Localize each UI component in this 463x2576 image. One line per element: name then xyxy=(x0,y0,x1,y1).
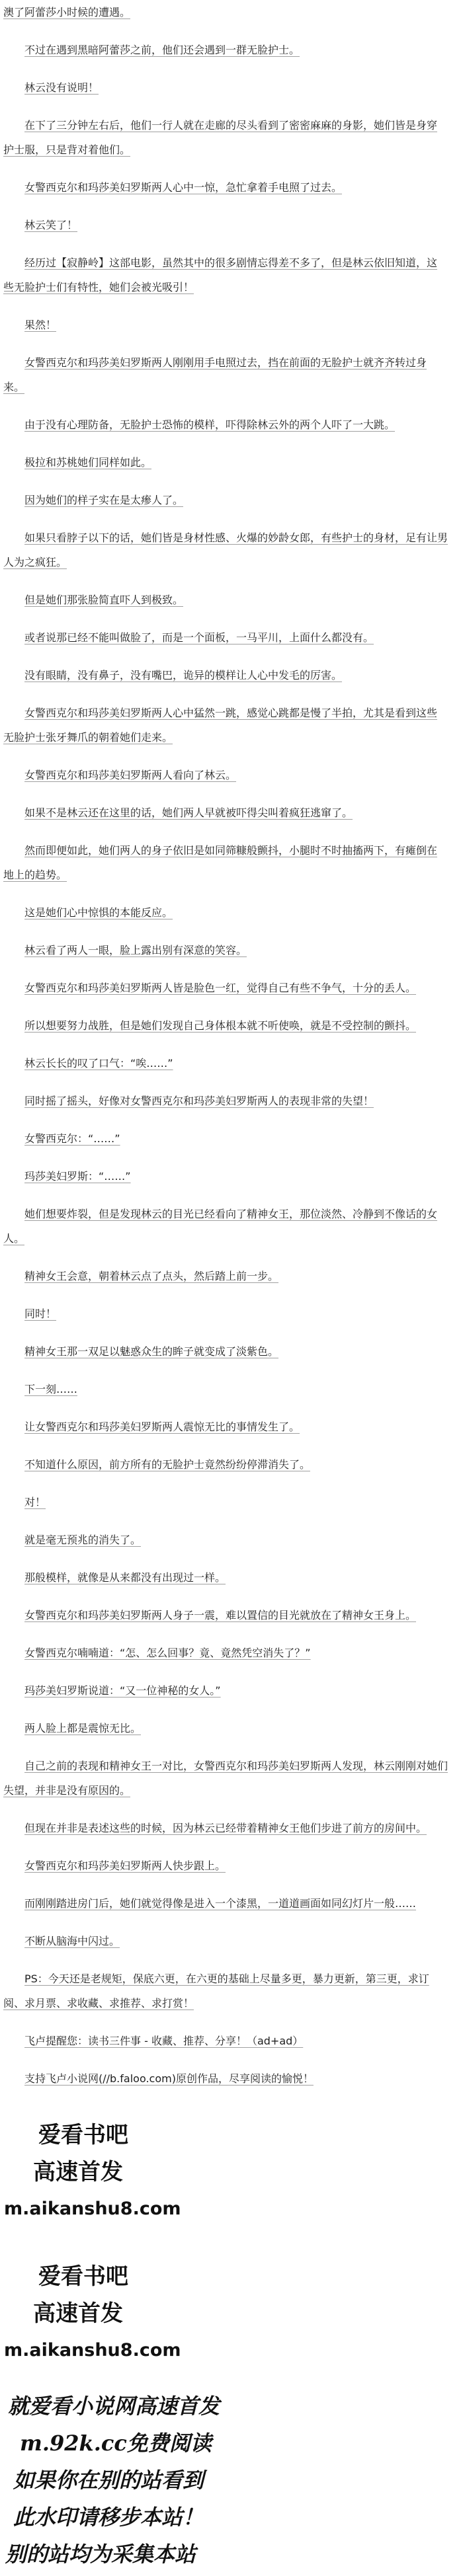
paragraph-line: 因为她们的样子实在是太瘆人了。 xyxy=(24,494,184,506)
paragraph-line: 林云看了两人一眼，脸上露出别有深意的笑容。 xyxy=(24,944,247,956)
paragraph-line: 果然！ xyxy=(24,319,57,331)
paragraph-line: 极拉和苏桃她们同样如此。 xyxy=(24,456,152,469)
watermark-line: 此水印请移步本站！ xyxy=(13,2505,204,2530)
paragraph-line: 让女警西克尔和玛莎美妇罗斯两人震惊无比的事情发生了。 xyxy=(24,1421,300,1433)
paragraph-line: 没有眼睛，没有鼻子，没有嘴巴，诡异的模样让人心中发毛的厉害。 xyxy=(24,669,343,682)
paragraph-line: 女警西克尔和玛莎美妇罗斯两人心中猛然一跳，感觉心跳都是慢了半拍，尤其是看到这些 xyxy=(24,707,438,719)
paragraph xyxy=(3,1891,460,1916)
paragraph xyxy=(3,38,460,62)
paragraph xyxy=(3,1051,460,1075)
paragraph xyxy=(3,1716,460,1740)
paragraph-line: 经历过【寂静岭】这部电影，虽然其中的很多剧情忘得差不多了，但是林云依旧知道，这 xyxy=(24,256,438,269)
paragraph xyxy=(3,588,460,612)
paragraph xyxy=(3,1641,460,1665)
paragraph-line: 澳了阿蕾莎小时候的遭遇。 xyxy=(3,6,131,19)
paragraph-line: 自己之前的表现和精神女王一对比，女警西克尔和玛莎美妇罗斯两人发现，林云刚刚对她们 xyxy=(24,1760,448,1772)
paragraph-line: 就是毫无预兆的消失了。 xyxy=(24,1534,142,1546)
paragraph-line: 两人脸上都是震惊无比。 xyxy=(24,1722,142,1735)
site-support-note xyxy=(3,2066,460,2091)
paragraph-line: 不断从脑海中闪过。 xyxy=(24,1935,120,1947)
paragraph-line: 林云长长的叹了口气：“唉……” xyxy=(24,1057,173,1070)
paragraph xyxy=(3,1678,460,1703)
paragraph xyxy=(3,838,460,887)
watermark-line: m.92k.cc免费阅读 xyxy=(20,2431,212,2456)
paragraph-line: 但现在并非是表述这些的时候，因为林云已经带着精神女王他们步进了前方的房间中。 xyxy=(24,1822,427,1834)
paragraph-line: 飞卢提醒您：读书三件事 - 收藏、推荐、分享！（ad+ad） xyxy=(24,2035,304,2047)
paragraph-line: 那般模样，就像是从来都没有出现过一样。 xyxy=(24,1571,226,1584)
paragraph-line: 不过在遇到黑暗阿蕾莎之前，他们还会遇到一群无脸护士。 xyxy=(24,44,300,56)
watermark-tagline: 高速首发 xyxy=(33,2300,123,2327)
watermark-line: 别的站均为采集本站 xyxy=(5,2542,196,2567)
paragraph-line: 无脸护士张牙舞爪的朝着她们走来。 xyxy=(3,731,173,744)
paragraph-line: 女警西克尔和玛莎美妇罗斯两人皆是脸色一红，觉得自己有些不争气，十分的丢人。 xyxy=(24,982,417,994)
paragraph xyxy=(3,1377,460,1401)
paragraph-line: 不知道什么原因，前方所有的无脸护士竟然纷纷停滞消失了。 xyxy=(24,1458,311,1471)
paragraph-line: 所以想要努力战胜，但是她们发现自己身体根本就不听使唤，就是不受控制的颤抖。 xyxy=(24,1019,417,1032)
paragraph xyxy=(3,526,460,574)
paragraph xyxy=(3,1754,460,1803)
paragraph-line: 失望，并非是没有原因的。 xyxy=(3,1784,131,1797)
paragraph-line: 对！ xyxy=(24,1496,46,1508)
paragraph-line: 人为之疯狂。 xyxy=(3,556,67,568)
paragraph-line: 然而即便如此，她们两人的身子依旧是如同筛糠般颤抖，小腿时不时抽搐两下，有瘫倒在 xyxy=(24,844,438,857)
paragraph-line: 同时摇了摇头，好像对女警西克尔和玛莎美妇罗斯两人的表现非常的失望！ xyxy=(24,1095,374,1107)
paragraph xyxy=(3,1302,460,1326)
paragraph xyxy=(3,1490,460,1514)
paragraph-line: 玛莎美妇罗斯说道：“又一位神秘的女人。” xyxy=(24,1684,221,1697)
paragraph-line: 她们想要炸裂，但是发现林云的目光已经看向了精神女王，那位淡然、冷静到不像话的女 xyxy=(24,1208,438,1220)
paragraph xyxy=(3,75,460,100)
watermark-tagline: 高速首发 xyxy=(33,2159,123,2185)
paragraph-line: 阅、求月票、求收藏、求推荐、求打赏！ xyxy=(3,1997,194,2010)
paragraph-line: 女警西克尔喃喃道：“怎、怎么回事？竟、竟然凭空消失了？” xyxy=(24,1647,311,1659)
paragraph xyxy=(3,1929,460,1953)
paragraph-line: 女警西克尔和玛莎美妇罗斯两人身子一震，难以置信的目光就放在了精神女王身上。 xyxy=(24,1609,417,1621)
paragraph-line: 下一刻…… xyxy=(24,1383,78,1395)
paragraph xyxy=(3,625,460,650)
paragraph-line: 人。 xyxy=(3,1232,25,1245)
paragraph xyxy=(3,1339,460,1364)
paragraph xyxy=(3,1603,460,1627)
watermark-site-name: 爱看书吧 xyxy=(38,2263,128,2290)
paragraph xyxy=(3,800,460,825)
paragraph-line: 女警西克尔和玛莎美妇罗斯两人刚刚用手电照过去，挡在前面的无脸护士就齐齐转过身 xyxy=(24,356,427,369)
paragraph xyxy=(3,1126,460,1151)
watermark-url: m.aikanshu8.com xyxy=(4,2340,181,2361)
paragraph-line: 精神女王那一双足以魅惑众生的眸子就变成了淡紫色。 xyxy=(24,1345,279,1358)
author-note xyxy=(3,1967,460,2015)
paragraph-line: 林云笑了！ xyxy=(24,219,78,231)
paragraph xyxy=(3,350,460,399)
paragraph xyxy=(3,1089,460,1113)
paragraph-line: 护士服，只是背对着他们。 xyxy=(3,143,131,156)
paragraph-line: 女警西克尔和玛莎美妇罗斯两人心中一惊，急忙拿着手电照了过去。 xyxy=(24,181,343,194)
paragraph-line: 这是她们心中惊惧的本能反应。 xyxy=(24,906,173,919)
paragraph xyxy=(3,1565,460,1590)
watermark-aikanshu xyxy=(0,2258,463,2369)
paragraph xyxy=(3,1452,460,1477)
paragraph-line: 些无脸护士们有特性，她们会被光吸引！ xyxy=(3,281,194,293)
paragraph-line: 玛莎美妇罗斯：“……” xyxy=(24,1170,131,1183)
paragraph-line: 由于没有心理防备，无脸护士恐怖的模样，吓得除林云外的两个人吓了一大跳。 xyxy=(24,418,396,431)
paragraph xyxy=(3,1816,460,1840)
paragraph-line: 女警西克尔：“……” xyxy=(24,1132,120,1145)
paragraph-line: 女警西克尔和玛莎美妇罗斯两人快步跟上。 xyxy=(24,1859,226,1872)
paragraph xyxy=(3,1202,460,1251)
watermark-site-name: 爱看书吧 xyxy=(38,2122,128,2148)
paragraph-line: 地上的趋势。 xyxy=(3,869,67,881)
paragraph xyxy=(3,251,460,299)
paragraph-line: 精神女王会意，朝着林云点了点头，然后踏上前一步。 xyxy=(24,1270,279,1282)
paragraph xyxy=(3,213,460,237)
paragraph xyxy=(3,313,460,337)
paragraph xyxy=(3,1528,460,1552)
paragraph-line: 而刚刚踏进房门后，她们就觉得像是进入一个漆黑，一道道画面如同幻灯片一般…… xyxy=(24,1897,417,1910)
paragraph-line: 支持飞卢小说网(//b.faloo.com)原创作品，尽享阅读的愉悦！ xyxy=(24,2072,314,2085)
paragraph xyxy=(3,1013,460,1038)
watermark-aikanshu xyxy=(0,2117,463,2228)
paragraph xyxy=(3,1164,460,1189)
watermark-line: 如果你在别的站看到 xyxy=(13,2468,204,2493)
paragraph-line: PS：今天还是老规矩，保底六更，在六更的基础上尽量多更，暴力更新，第三更，求订 xyxy=(24,1972,429,1985)
watermark-url: m.aikanshu8.com xyxy=(4,2199,181,2219)
paragraph xyxy=(3,175,460,200)
paragraph-line: 同时！ xyxy=(24,1308,57,1320)
paragraph xyxy=(3,1415,460,1439)
paragraph-line: 在下了三分钟左右后，他们一行人就在走廊的尽头看到了密密麻麻的身影，她们皆是身穿 xyxy=(24,119,438,132)
paragraph xyxy=(3,1264,460,1288)
paragraph xyxy=(3,113,460,162)
paragraph-line: 如果只看脖子以下的话，她们皆是身材性感、火爆的妙龄女郎，有些护士的身材，足有让男 xyxy=(24,531,448,544)
paragraph xyxy=(3,976,460,1000)
paragraph xyxy=(3,900,460,925)
paragraph xyxy=(3,450,460,475)
paragraph xyxy=(3,763,460,787)
paragraph-line: 来。 xyxy=(3,381,25,393)
paragraph-line: 但是她们那张脸简直吓人到极致。 xyxy=(24,594,184,606)
paragraph xyxy=(3,938,460,962)
site-reminder xyxy=(3,2029,460,2053)
paragraph-line: 女警西克尔和玛莎美妇罗斯两人看向了林云。 xyxy=(24,769,237,781)
paragraph xyxy=(3,412,460,437)
watermark-92k xyxy=(0,2388,463,2573)
paragraph xyxy=(3,701,460,750)
paragraph xyxy=(3,663,460,687)
paragraph-line: 如果不是林云还在这里的话，她们两人早就被吓得尖叫着疯狂逃窜了。 xyxy=(24,806,353,819)
paragraph-line: 林云没有说明！ xyxy=(24,81,99,94)
watermark-line: 就爱看小说网高速首发 xyxy=(8,2394,220,2419)
paragraph xyxy=(3,488,460,512)
paragraph xyxy=(3,0,460,24)
paragraph-line: 或者说那已经不能叫做脸了，而是一个面板，一马平川，上面什么都没有。 xyxy=(24,631,374,644)
paragraph xyxy=(3,1854,460,1878)
